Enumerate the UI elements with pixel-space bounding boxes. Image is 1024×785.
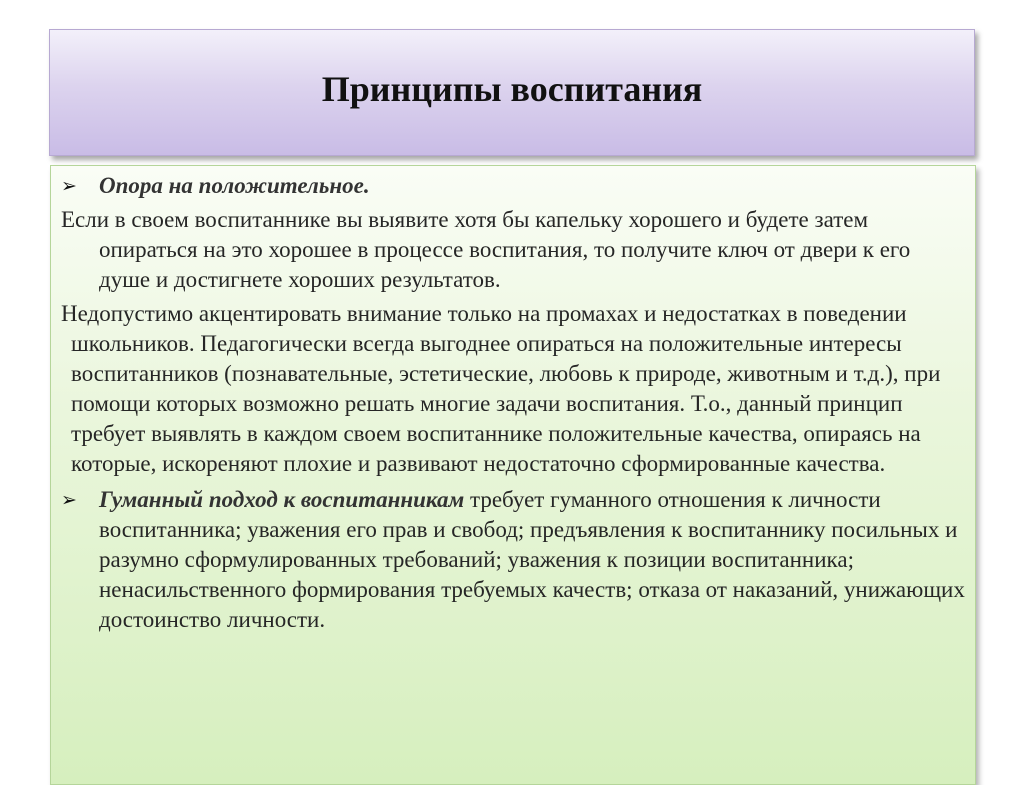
title-box [49, 29, 975, 156]
paragraph-2 [61, 299, 966, 479]
bullet-2-lead: Гуманный подход к воспитанникам [99, 487, 465, 512]
slide-title: Принципы воспитания [321, 68, 703, 109]
bullet-2 [61, 485, 966, 635]
arrow-bullet-icon: ➢ [61, 489, 77, 511]
paragraph-2-text: Недопустимо акцентировать внимание только на промахах и недостатках в поведении школьников. Педагогически всегда выгоднее опираться на положительные интересы воспитанников (познавательные, эстетические, любовь к природе, животным и т.д.), при помощи которых возможно решать многие задачи воспитания. Т.о., данный принцип требует выявлять в каждом своем воспитаннике положительные качества, опираясь на которые, искореняют плохие и развивают недостаточно сформированные качества. [61, 301, 941, 476]
slide-content [61, 171, 966, 637]
paragraph-1 [61, 205, 966, 295]
bullet-2-text: требует гуманного отношения к личности воспитанника; уважения его прав и свобод; предъявления к воспитаннику посильных и разумно сформулированных требований; уважения к позиции воспитанника; ненасильственного формирования требуемых качеств; отказа от наказаний, унижающих достоинство личности. [99, 487, 965, 632]
bullet-1-lead: Опора на положительное. [99, 173, 370, 198]
bullet-1 [61, 171, 966, 201]
paragraph-1-text: Если в своем воспитаннике вы выявите хотя бы капельку хорошего и будете затем опираться на это хорошее в процессе воспитания, то получите ключ от двери к его душе и достигнете хороших результатов. [61, 207, 911, 292]
arrow-bullet-icon: ➢ [61, 175, 77, 197]
